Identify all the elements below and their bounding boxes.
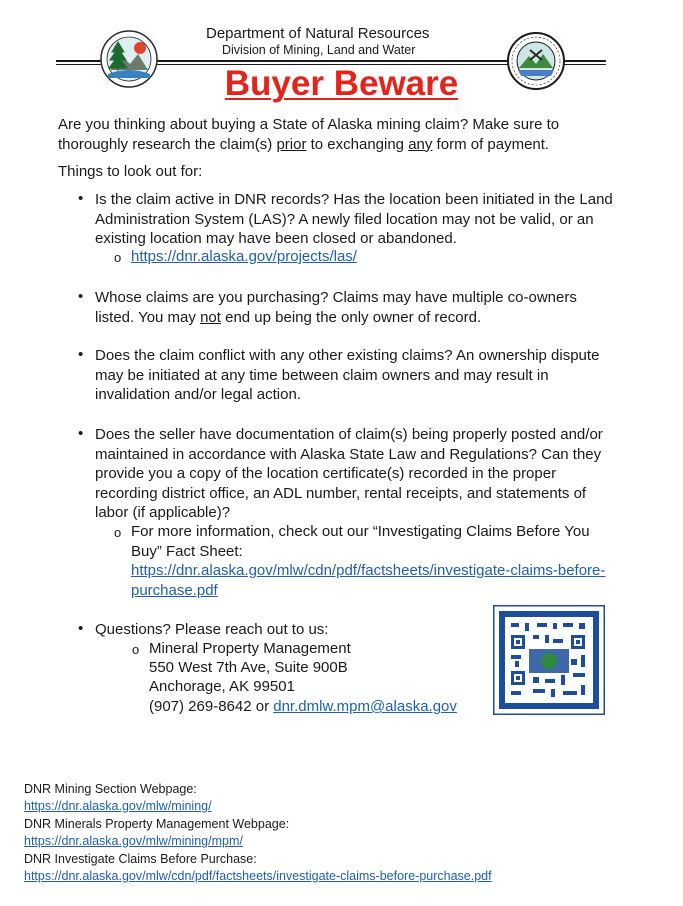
fact-sheet-text: For more information, check out our “Investigating Claims Before You Buy” Fact Sheet:: [131, 523, 590, 560]
sub-bullet-icon: o: [114, 525, 122, 540]
footer-label-investigate: DNR Investigate Claims Before Purchase:: [24, 852, 257, 866]
things-to-look-for-heading: Things to look out for:: [58, 163, 203, 180]
contact-address-line2: Anchorage, AK 99501: [149, 678, 295, 695]
footer-link-mining-section[interactable]: https://dnr.alaska.gov/mlw/mining/: [24, 799, 212, 813]
department-name: Department of Natural Resources: [206, 25, 430, 42]
footer-link-investigate[interactable]: https://dnr.alaska.gov/mlw/cdn/pdf/factsheets/investigate-claims-before-purchase.pdf: [24, 869, 492, 883]
bullet-icon: •: [78, 346, 84, 363]
las-link[interactable]: https://dnr.alaska.gov/projects/las/: [131, 248, 357, 265]
any-emphasis: any: [408, 135, 433, 153]
contact-email-link[interactable]: dnr.dmlw.mpm@alaska.gov: [273, 698, 457, 715]
bullet-seller-documentation: Does the seller have documentation of claim(s) being properly posted and/or maintained in accordance with Alaska State Law and Regulations? Can they provide you a copy of the location certificate(s) recorded in the proper recording district office, an ADL number, rental receipts, and statements of labor (if applicable)?: [95, 426, 603, 521]
intro-paragraph: Are you thinking about buying a State of Alaska mining claim? Make sure to thoroughly research the claim(s) prior to exchanging any form of payment.: [58, 116, 560, 153]
footer-link-mpm[interactable]: https://dnr.alaska.gov/mlw/mining/mpm/: [24, 834, 243, 848]
sub-bullet-icon: o: [132, 642, 140, 657]
contact-address-line1: 550 West 7th Ave, Suite 900B: [149, 659, 348, 676]
footer-label-mining-section: DNR Mining Section Webpage:: [24, 782, 197, 796]
bullet-icon: •: [78, 620, 84, 637]
sub-bullet-icon: o: [114, 250, 122, 265]
bullet-icon: •: [78, 425, 84, 442]
bullet-whose-claims: Whose claims are you purchasing? Claims may have multiple co-owners listed. You may not end up being the only owner of record.: [95, 289, 577, 326]
contact-phone: (907) 269-8642 or dnr.dmlw.mpm@alaska.gov: [149, 698, 457, 715]
bullet-icon: •: [78, 288, 84, 305]
qr-code-icon[interactable]: [493, 605, 605, 715]
bullet-questions: Questions? Please reach out to us:: [95, 621, 329, 638]
division-mining-seal-icon: [507, 32, 565, 90]
fact-sheet-link[interactable]: https://dnr.alaska.gov/mlw/cdn/pdf/factsheets/investigate-claims-before-purchase.pdf: [131, 562, 606, 599]
contact-name: Mineral Property Management: [149, 640, 351, 657]
page-title: Buyer Beware: [224, 64, 459, 103]
bullet-icon: •: [78, 190, 84, 207]
division-name: Division of Mining, Land and Water: [222, 43, 416, 57]
prior-emphasis: prior: [276, 135, 307, 153]
not-emphasis: not: [200, 308, 221, 326]
footer-label-mpm: DNR Minerals Property Management Webpage:: [24, 817, 290, 831]
bullet-claim-conflict: Does the claim conflict with any other existing claims? An ownership dispute may be initiated at any time between claim owners and may result in invalidation and/or legal action.: [95, 347, 600, 403]
bullet-active-claim: Is the claim active in DNR records? Has the location been initiated in the Land Administration System (LAS)? A newly filed location may not be valid, or an existing location may have been closed or abandoned.: [95, 191, 613, 247]
